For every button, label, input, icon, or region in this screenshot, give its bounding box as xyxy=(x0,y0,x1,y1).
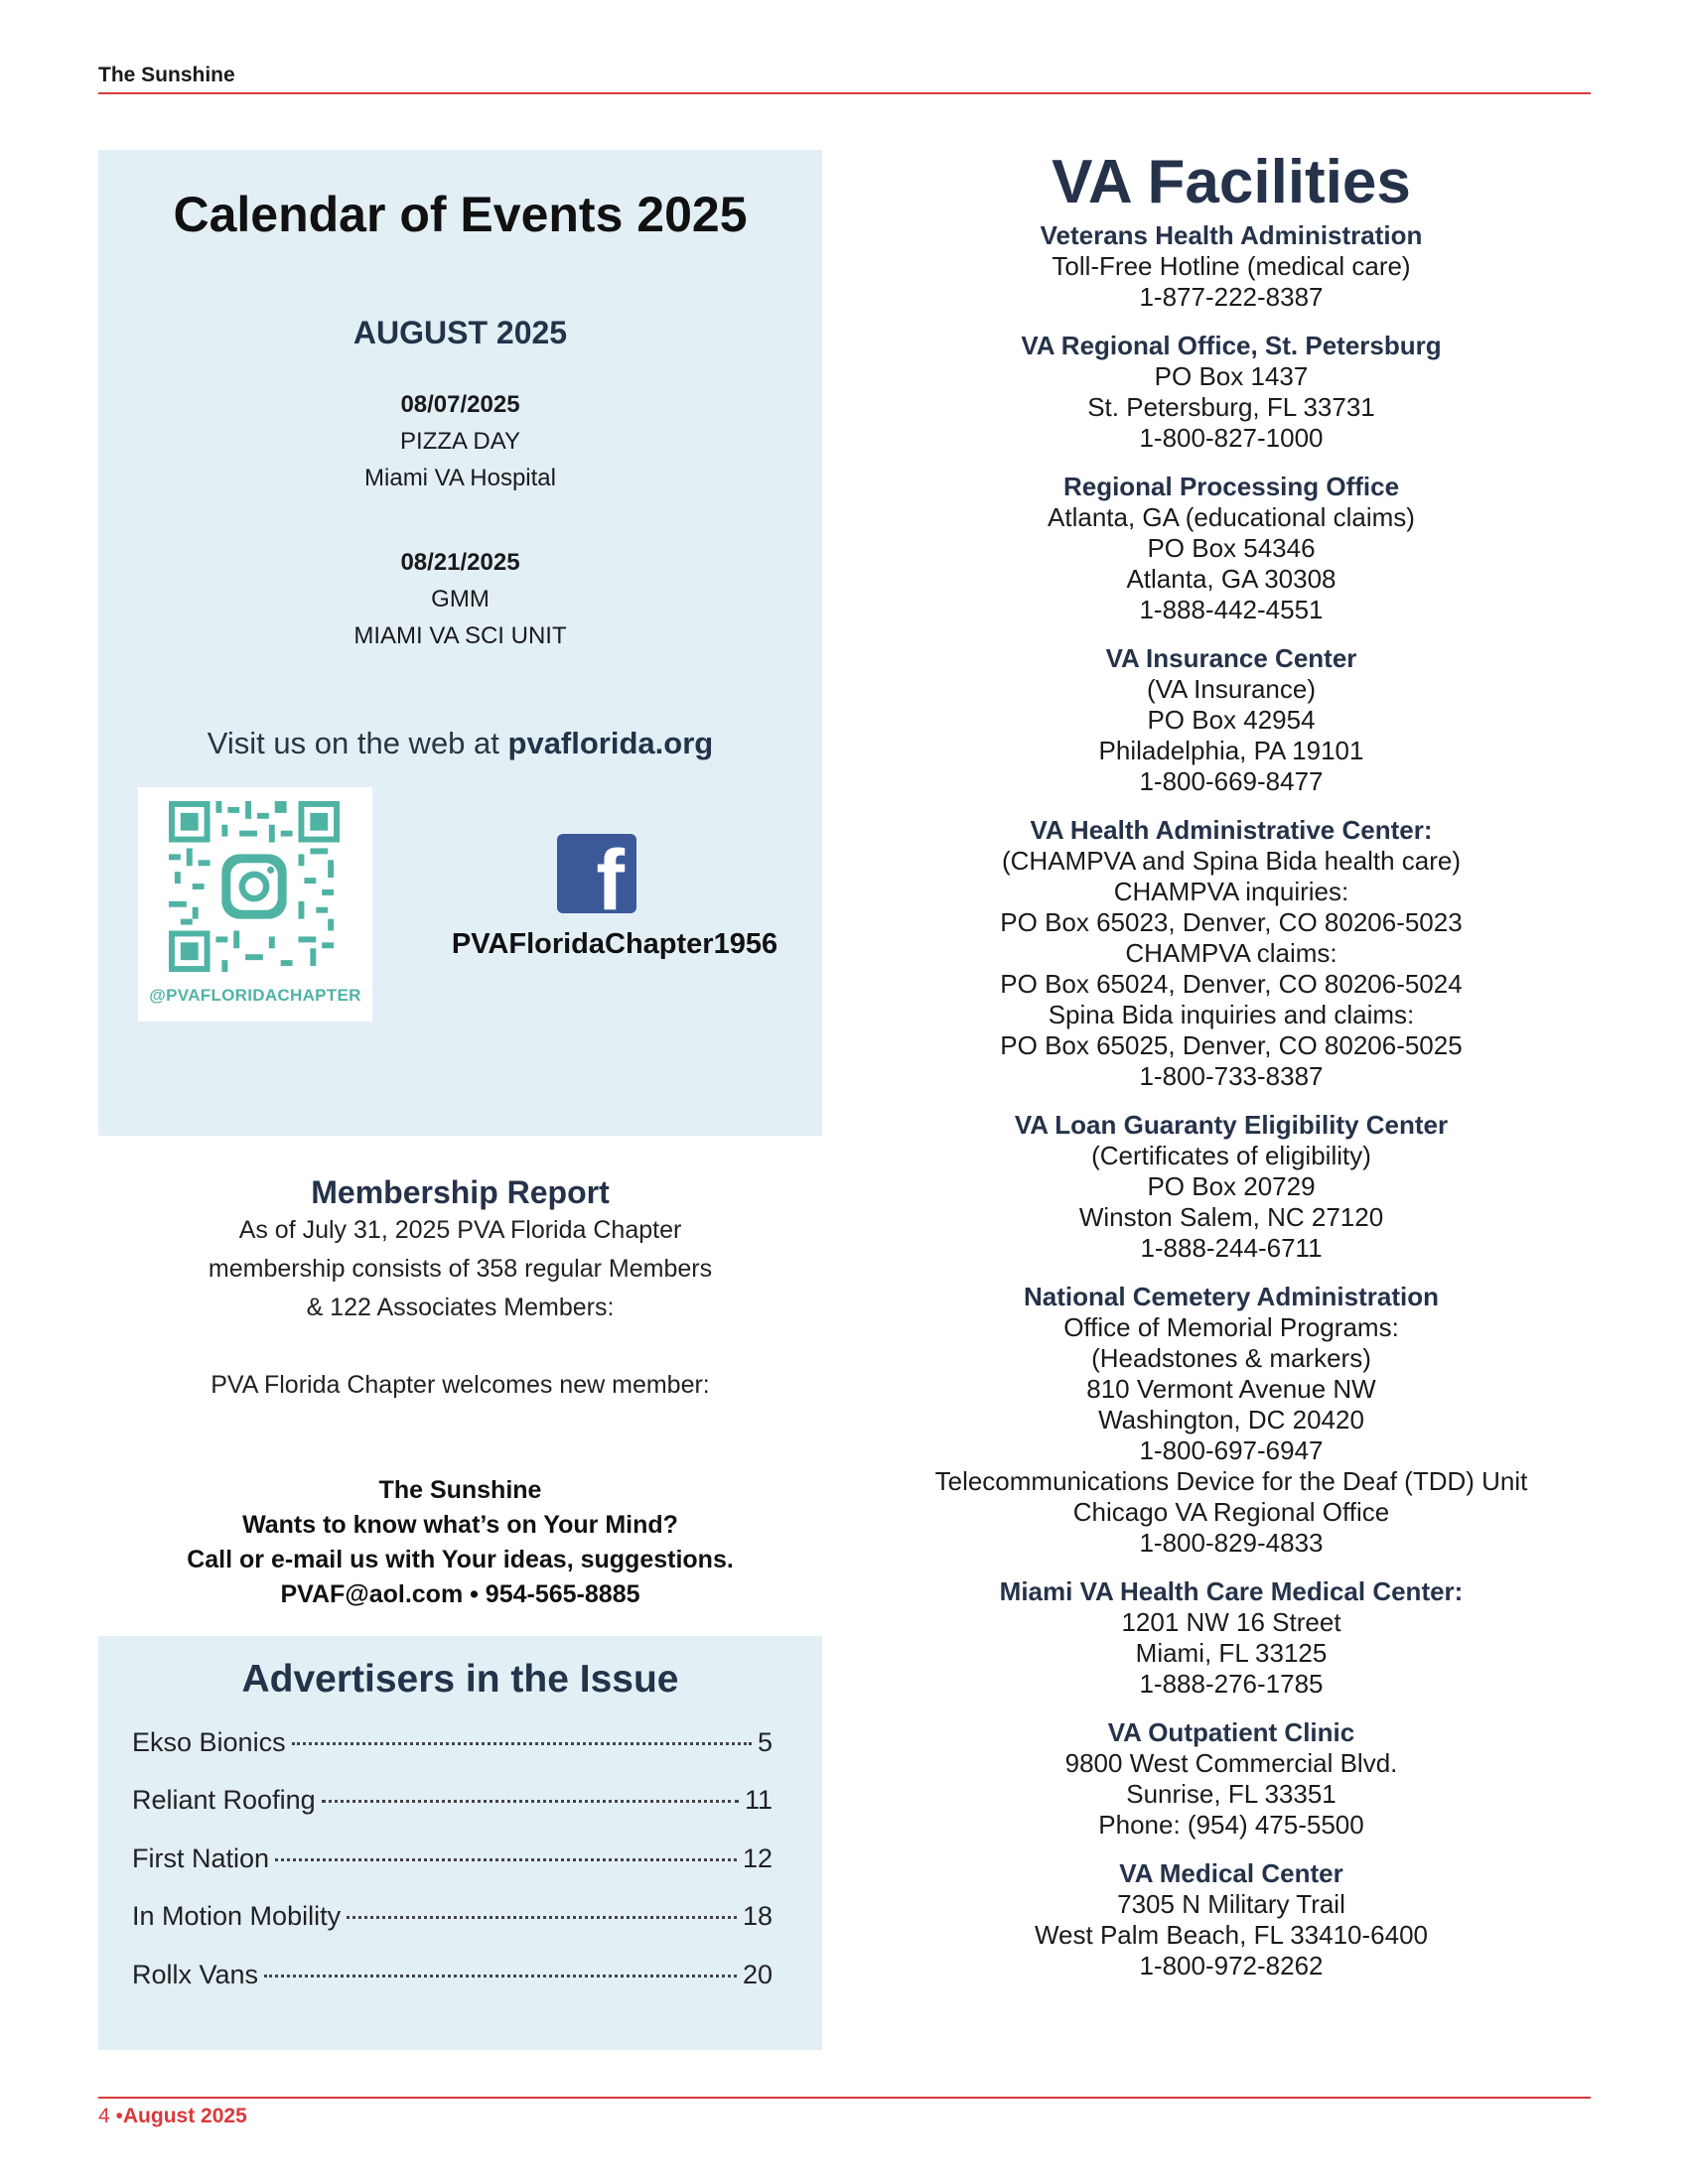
va-facility-detail: Spina Bida inquiries and claims: xyxy=(1048,1000,1415,1029)
va-facilities xyxy=(874,145,1589,1981)
page-number: 4 • xyxy=(98,2105,123,2127)
va-facility-detail: Toll-Free Hotline (medical care) xyxy=(1052,251,1411,281)
sunshine-contact-line[interactable]: PVAF@aol.com • 954-565-8885 xyxy=(280,1580,640,1608)
va-facility-detail: Telecommunications Device for the Deaf (TDD) Unit xyxy=(934,1466,1528,1496)
advertiser-row xyxy=(132,1960,773,1990)
va-facility-entry xyxy=(874,1576,1589,1700)
advertiser-page: 18 xyxy=(742,1901,773,1931)
va-facility-detail: Washington, DC 20420 xyxy=(1098,1405,1364,1434)
event-item xyxy=(98,386,822,496)
newsletter-title: The Sunshine xyxy=(98,64,235,86)
va-facility-detail: St. Petersburg, FL 33731 xyxy=(1087,392,1375,422)
va-facility-detail: 1201 NW 16 Street xyxy=(1121,1607,1341,1637)
facebook-icon[interactable]: f xyxy=(557,834,636,913)
advertisers-panel xyxy=(98,1636,822,2050)
va-facility-name: VA Outpatient Clinic xyxy=(1107,1717,1355,1747)
page-footer xyxy=(98,2105,247,2128)
va-facility-detail: CHAMPVA inquiries: xyxy=(1113,877,1349,906)
event-date: 08/07/2025 xyxy=(400,391,520,418)
va-facility-detail: PO Box 65023, Denver, CO 80206-5023 xyxy=(1000,907,1463,937)
va-list xyxy=(874,220,1589,1981)
va-facility-detail: 1-888-244-6711 xyxy=(1140,1233,1323,1263)
event-location: Miami VA Hospital xyxy=(364,465,556,491)
va-facility-detail: 1-800-733-8387 xyxy=(1139,1061,1324,1091)
event-date: 08/21/2025 xyxy=(400,549,520,576)
va-facility-detail: Atlanta, GA (educational claims) xyxy=(1048,502,1415,532)
va-facility-detail: 1-800-669-8477 xyxy=(1139,766,1324,796)
membership-report xyxy=(98,1174,822,1405)
va-facility-entry xyxy=(874,643,1589,797)
va-facility-name: Miami VA Health Care Medical Center: xyxy=(999,1576,1464,1606)
advertiser-row xyxy=(132,1901,773,1932)
sunshine-line: Wants to know what’s on Your Mind? xyxy=(242,1511,678,1539)
membership-line: membership consists of 358 regular Members xyxy=(208,1255,713,1283)
va-facility-entry xyxy=(874,815,1589,1092)
advertiser-page: 20 xyxy=(742,1960,773,1989)
va-facility-detail: Phone: (954) 475-5500 xyxy=(1098,1810,1364,1840)
va-facility-entry xyxy=(874,331,1589,454)
va-facility-detail: 7305 N Military Trail xyxy=(1117,1889,1345,1919)
event-location: MIAMI VA SCI UNIT xyxy=(353,622,567,649)
website-line xyxy=(98,726,822,761)
advertiser-page: 11 xyxy=(744,1785,773,1815)
va-facility-name: National Cemetery Administration xyxy=(1023,1282,1439,1311)
advertiser-name: In Motion Mobility xyxy=(132,1901,342,1931)
va-facility-detail: PO Box 1437 xyxy=(1154,361,1309,391)
va-facility-detail: Chicago VA Regional Office xyxy=(1072,1497,1390,1527)
va-facility-entry xyxy=(874,1717,1589,1841)
va-facility-entry xyxy=(874,472,1589,625)
va-facility-entry xyxy=(874,1858,1589,1981)
membership-line: & 122 Associates Members: xyxy=(306,1294,615,1321)
visit-text: Visit us on the web at xyxy=(207,726,508,760)
membership-line: As of July 31, 2025 PVA Florida Chapter xyxy=(238,1216,682,1244)
va-facility-detail: Winston Salem, NC 27120 xyxy=(1078,1202,1384,1232)
instagram-qr-code[interactable] xyxy=(138,787,372,1022)
membership-title: Membership Report xyxy=(311,1174,610,1210)
va-facility-detail: 1-888-276-1785 xyxy=(1139,1669,1324,1699)
va-facility-detail: Sunrise, FL 33351 xyxy=(1126,1779,1336,1809)
va-facility-detail: 810 Vermont Avenue NW xyxy=(1086,1374,1376,1404)
advertiser-page: 5 xyxy=(757,1727,773,1757)
va-facility-detail: PO Box 54346 xyxy=(1147,533,1316,563)
footer-divider xyxy=(98,2097,1591,2099)
va-facility-detail: (Certificates of eligibility) xyxy=(1091,1141,1371,1170)
va-facility-detail: PO Box 65024, Denver, CO 80206-5024 xyxy=(1000,969,1463,999)
va-facility-detail: West Palm Beach, FL 33410-6400 xyxy=(1034,1920,1428,1950)
leader-dots xyxy=(292,1742,752,1745)
va-facility-detail: Miami, FL 33125 xyxy=(1135,1638,1328,1668)
advertiser-name: Rollx Vans xyxy=(132,1960,259,1989)
leader-dots xyxy=(347,1916,737,1919)
sunshine-line: The Sunshine xyxy=(378,1476,542,1504)
va-facility-detail: Office of Memorial Programs: xyxy=(1063,1312,1399,1342)
advertiser-page: 12 xyxy=(742,1843,773,1873)
va-facility-name: VA Insurance Center xyxy=(1105,643,1357,673)
va-facility-detail: (CHAMPVA and Spina Bida health care) xyxy=(1002,846,1461,876)
advertisers-title: Advertisers in the Issue xyxy=(241,1658,679,1701)
qr-code-icon xyxy=(169,801,340,972)
va-facility-detail: PO Box 42954 xyxy=(1147,705,1316,735)
va-title: VA Facilities xyxy=(1052,148,1411,216)
sunshine-line: Call or e-mail us with Your ideas, suggestions. xyxy=(187,1546,734,1573)
calendar-title: Calendar of Events 2025 xyxy=(173,187,748,242)
va-facility-name: Veterans Health Administration xyxy=(1040,220,1423,250)
va-facility-detail: 1-800-697-6947 xyxy=(1139,1435,1324,1465)
advertiser-name: Ekso Bionics xyxy=(132,1727,286,1757)
advertiser-name: First Nation xyxy=(132,1843,270,1873)
event-name: PIZZA DAY xyxy=(400,428,520,455)
va-facility-detail: 1-800-827-1000 xyxy=(1139,423,1324,453)
va-facility-detail: 1-888-442-4551 xyxy=(1139,595,1324,624)
va-facility-name: VA Health Administrative Center: xyxy=(1030,815,1433,845)
va-facility-name: VA Regional Office, St. Petersburg xyxy=(1021,331,1442,360)
advertiser-row xyxy=(132,1785,773,1816)
leader-dots xyxy=(275,1858,737,1861)
advertiser-name: Reliant Roofing xyxy=(132,1785,316,1815)
va-facility-detail: (Headstones & markers) xyxy=(1091,1343,1371,1373)
va-facility-detail: PO Box 65025, Denver, CO 80206-5025 xyxy=(1000,1030,1463,1060)
issue-month: August 2025 xyxy=(122,2105,247,2127)
event-item xyxy=(98,544,822,654)
va-facility-detail: PO Box 20729 xyxy=(1147,1171,1316,1201)
va-facility-detail: 9800 West Commercial Blvd. xyxy=(1064,1748,1398,1778)
event-name: GMM xyxy=(431,586,490,613)
leader-dots xyxy=(264,1975,737,1978)
leader-dots xyxy=(322,1800,739,1803)
va-facility-name: VA Loan Guaranty Eligibility Center xyxy=(1014,1110,1449,1140)
va-facility-detail: CHAMPVA claims: xyxy=(1125,938,1337,968)
calendar-panel xyxy=(98,150,822,1136)
instagram-handle: @PVAFLORIDACHAPTER xyxy=(149,986,361,1005)
va-facility-detail: 1-877-222-8387 xyxy=(1139,282,1324,312)
advertiser-row xyxy=(132,1727,773,1758)
website-link[interactable]: pvaflorida.org xyxy=(507,726,714,760)
va-facility-detail: Philadelphia, PA 19101 xyxy=(1098,736,1364,765)
sunshine-contact xyxy=(98,1473,822,1612)
va-facility-detail: Atlanta, GA 30308 xyxy=(1126,564,1336,594)
va-facility-entry xyxy=(874,1110,1589,1264)
advertiser-row xyxy=(132,1843,773,1874)
va-facility-name: Regional Processing Office xyxy=(1062,472,1400,501)
va-facility-detail: 1-800-972-8262 xyxy=(1139,1951,1324,1980)
va-facility-detail: 1-800-829-4833 xyxy=(1139,1528,1324,1558)
header-divider xyxy=(98,92,1591,94)
va-facility-entry xyxy=(874,220,1589,313)
va-facility-detail: (VA Insurance) xyxy=(1146,674,1317,704)
va-facility-name: VA Medical Center xyxy=(1119,1858,1343,1888)
membership-welcome: PVA Florida Chapter welcomes new member: xyxy=(211,1371,710,1399)
va-facility-entry xyxy=(874,1282,1589,1559)
calendar-month: AUGUST 2025 xyxy=(352,315,568,350)
facebook-handle: PVAFloridaChapter1956 xyxy=(451,928,778,960)
